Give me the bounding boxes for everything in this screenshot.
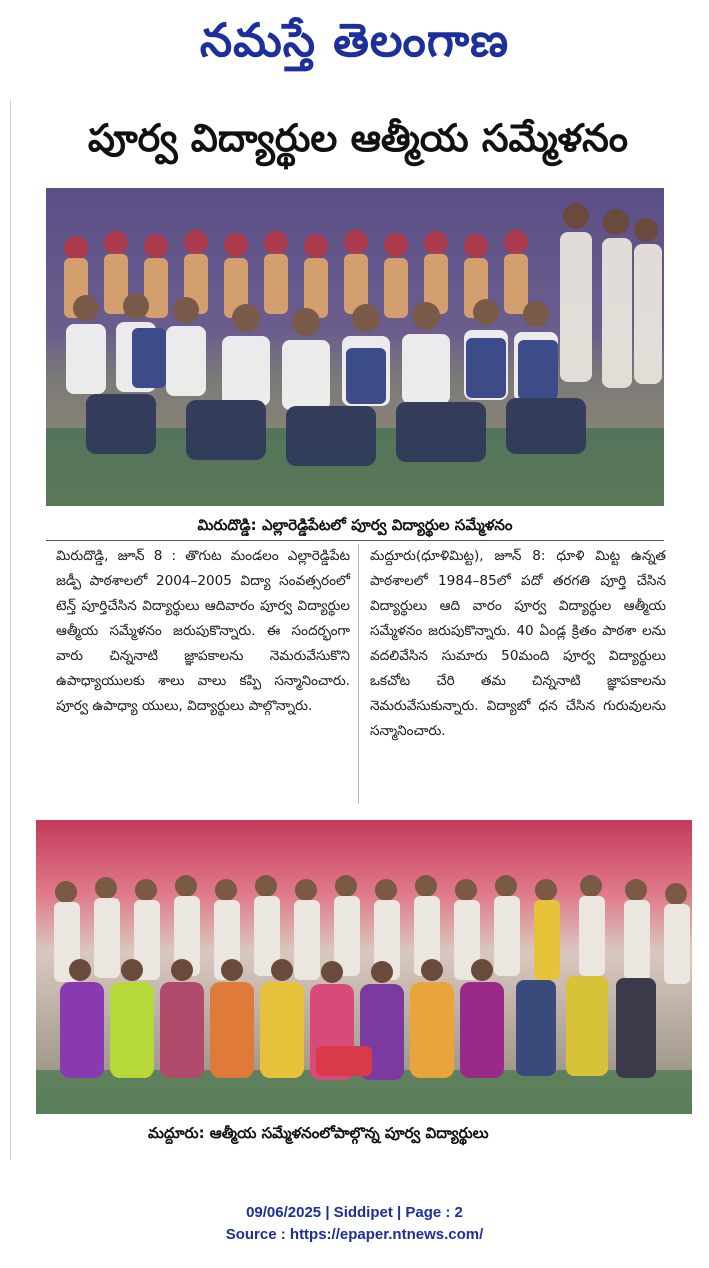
footer-date-edition: 09/06/2025 | Siddipet | Page : 2 — [246, 1204, 463, 1221]
page-footer — [0, 1202, 709, 1246]
group-photo-alumni-1985 — [36, 820, 692, 1114]
photo2-caption: మద్దూరు: ఆత్మీయ సమ్మేళనంలోపాల్గొన్న పూర్వ విద్యార్థులు — [148, 1124, 489, 1142]
article-column-miruddoddi: మిరుదొడ్డి, జూన్ 8 : తొగుట మండలం ఎల్లారెడ్డిపేట జడ్పీ పాఠశాలలో 2004–2005 విద్యా సంవత్సరంలో టెన్త్ పూర్తిచేసిన విద్యార్థులు ఆదివారం పూర్వ విద్యార్థుల ఆత్మీయ సమ్మేళనం జరుపుకొన్నారు. ఈ సందర్భంగా వారు చిన్ననాటి జ్ఞాపకాలను నెమరువేసుకొని ఉపాధ్యాయులకు శాలు వాలు కప్పి సన్మానించారు. పూర్వ ఉపాధ్యా యులు, విద్యార్థులు పాల్గొన్నారు. — [56, 548, 350, 714]
group-photo-alumni-1985-image — [36, 820, 692, 1114]
article-headline: పూర్వ విద్యార్థుల ఆత్మీయ సమ్మేళనం — [87, 116, 629, 160]
page-edge-rule — [10, 100, 11, 1160]
article-column-maddur: మద్దూరు(ధూళిమిట్ట), జూన్ 8: ధూళి మిట్ట ఉన్నత పాఠశాలలో 1984–85లో పదో తరగతి పూర్తి చేసిన విద్యార్థులు ఆది వారం పూర్వ విద్యార్థుల ఆత్మీయ సమ్మేళనం జరుపుకొన్నారు. 40 ఏండ్ల క్రితం పాఠశా లను వదలివేసిన సుమారు 50మంది పూర్వ విద్యార్థులు ఒకచోట చేరి తమ చిన్ననాటి జ్ఞాపకాలను నెమరువేసుకున్నారు. విద్యాబో ధన చేసిన గురువులను సన్మానించారు. — [370, 548, 666, 739]
group-photo-alumni-2005 — [46, 188, 664, 506]
masthead-title: నమస్తే తెలంగాణ — [199, 13, 510, 67]
footer-source: Source : https://epaper.ntnews.com/ — [225, 1226, 484, 1243]
news-clipping — [18, 100, 698, 1160]
photo1-caption: మిరుదొడ్డి: ఎల్లారెడ్డిపేటలో పూర్వ విద్యార్థుల సమ్మేళనం — [46, 510, 664, 541]
group-photo-alumni-2005-image — [46, 188, 664, 506]
column-divider — [358, 544, 359, 804]
